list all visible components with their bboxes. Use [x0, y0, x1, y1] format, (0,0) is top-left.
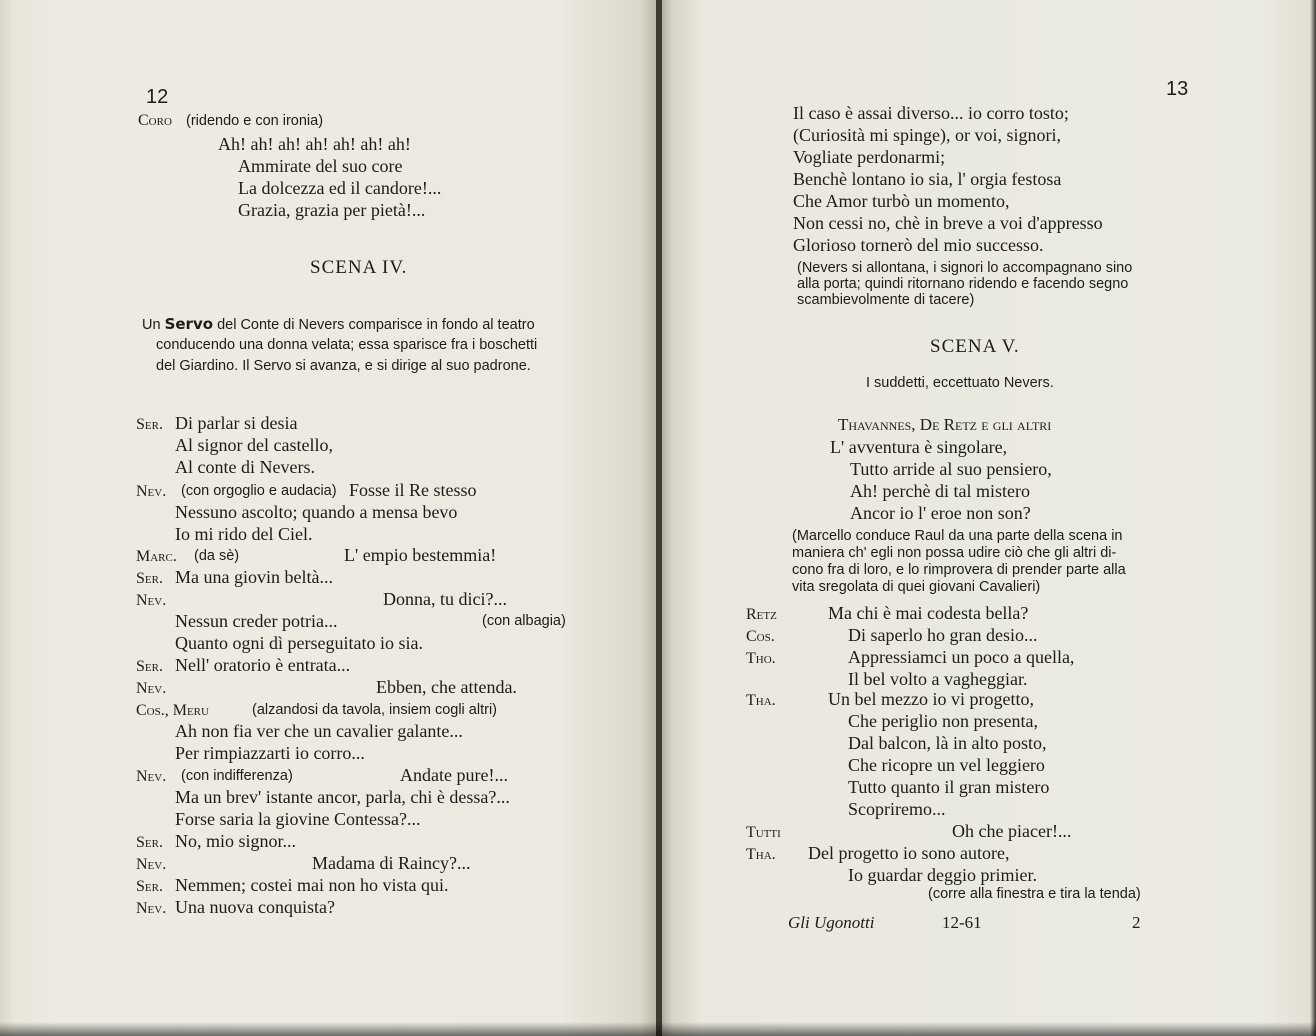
speaker-label: Nev. — [136, 680, 167, 697]
verse-line: Il bel volto a vagheggiar. — [848, 669, 1028, 689]
stage-direction-line: scambievolmente di tacere) — [797, 292, 975, 308]
verse-line: Madama di Raincy?... — [312, 853, 471, 873]
verse-line: La dolcezza ed il candore!... — [238, 178, 442, 198]
stage-direction-line: (Nevers si allontana, i signori lo accompagnano sino — [797, 260, 1133, 276]
verse-line: Del progetto io sono autore, — [808, 843, 1010, 863]
verse-line: Di parlar si desia — [175, 413, 298, 433]
book-gutter — [656, 0, 662, 1036]
speaker-label: Tho. — [746, 650, 776, 667]
footer-title: Gli Ugonotti — [788, 913, 875, 932]
verse-line: Appressiamci un poco a quella, — [848, 647, 1075, 667]
stage-direction-line: (Marcello conduce Raul da una parte della scena in — [792, 528, 1123, 544]
verse-line: L' avventura è singolare, — [830, 437, 1008, 457]
verse-line: Ma chi è mai codesta bella? — [828, 603, 1029, 623]
stage-direction-line: cono fra di loro, e lo rimprovera di prender parte alla — [792, 562, 1126, 578]
stage-direction: (con orgoglio e audacia) — [181, 483, 337, 499]
stage-direction-line: maniera ch' egli non possa udire ciò che gli altri di- — [792, 545, 1117, 561]
speaker-label: Nev. — [136, 856, 167, 873]
verse-line: (Curiosità mi spinge), or voi, signori, — [793, 125, 1061, 145]
speaker-label: Nev. — [136, 900, 167, 917]
page-number: 12 — [146, 86, 169, 108]
verse-line: Tutto arride al suo pensiero, — [850, 459, 1052, 479]
speaker-label: Cos. — [746, 628, 775, 645]
speaker-label: Nev. — [136, 768, 167, 785]
verse-line: Un bel mezzo io vi progetto, — [828, 689, 1034, 709]
speaker-label: Tha. — [746, 846, 776, 863]
verse-line: Che Amor turbò un momento, — [793, 191, 1010, 211]
verse-line: Al signor del castello, — [175, 435, 333, 455]
verse-line: Una nuova conquista? — [175, 897, 335, 917]
bottom-shadow — [0, 1022, 1316, 1036]
speaker-label: Coro — [138, 112, 172, 129]
scene-title: SCENA IV. — [310, 257, 408, 278]
stage-direction-line: alla porta; quindi ritornano ridendo e facendo segno — [797, 276, 1129, 292]
speaker-label: Retz — [746, 606, 777, 623]
verse-line: Ma una giovin beltà... — [175, 567, 333, 587]
verse-line: Quanto ogni dì perseguitato io sia. — [175, 633, 423, 653]
verse-line: Che periglio non presenta, — [848, 711, 1038, 731]
verse-line: Ah! perchè di tal mistero — [850, 481, 1030, 501]
scene-title: SCENA V. — [930, 336, 1020, 357]
verse-line: Andate pure!... — [400, 765, 508, 785]
right-page — [660, 0, 1316, 1036]
stage-direction-text: del Conte di Nevers comparisce in fondo al teatro — [217, 317, 535, 333]
verse-line: Che ricopre un vel leggiero — [848, 755, 1045, 775]
stage-direction-line — [142, 316, 535, 334]
verse-line: Fosse il Re stesso — [349, 480, 477, 500]
speaker-label: Tutti — [746, 824, 781, 841]
verse-line: Grazia, grazia per pietà!... — [238, 200, 426, 220]
verse-line: Io mi rido del Ciel. — [175, 524, 313, 544]
verse-line: Non cessi no, chè in breve a voi d'appresso — [793, 213, 1103, 233]
scene-subtitle: I suddetti, eccettuato Nevers. — [866, 375, 1054, 391]
verse-line: Ah! ah! ah! ah! ah! ah! ah! — [218, 134, 411, 154]
stage-direction-line: vita sregolata di quei giovani Cavalieri) — [792, 579, 1041, 595]
speaker-label: Ser. — [136, 658, 163, 675]
verse-line: Dal balcon, là in alto posto, — [848, 733, 1047, 753]
verse-line: Nessun creder potria... — [175, 611, 338, 631]
verse-line: Oh che piacer!... — [952, 821, 1072, 841]
speaker-label: Nev. — [136, 483, 167, 500]
verse-line: Vogliate perdonarmi; — [793, 147, 946, 167]
stage-direction-line: conducendo una donna velata; essa sparisce fra i boschetti — [156, 337, 538, 353]
verse-line: Scopriremo... — [848, 799, 946, 819]
verse-line: Ma un brev' istante ancor, parla, chi è dessa?... — [175, 787, 510, 807]
signature-mark: 2 — [1132, 913, 1141, 932]
speaker-label: Ser. — [136, 416, 163, 433]
stage-direction: (con albagia) — [482, 613, 566, 629]
speaker-label: Ser. — [136, 834, 163, 851]
stage-direction-prefix: Un — [142, 317, 161, 333]
stage-direction: (alzandosi da tavola, insiem cogli altri) — [252, 702, 497, 718]
speaker-label: Cos., Meru — [136, 702, 209, 719]
stage-direction: (con indifferenza) — [181, 768, 293, 784]
verse-line: Forse saria la giovine Contessa?... — [175, 809, 421, 829]
stage-direction-line: del Giardino. Il Servo si avanza, e si dirige al suo padrone. — [156, 358, 531, 374]
verse-line: Donna, tu dici?... — [383, 589, 507, 609]
verse-line: Nell' oratorio è entrata... — [175, 655, 351, 675]
verse-line: Di saperlo ho gran desio... — [848, 625, 1038, 645]
verse-line: Benchè lontano io sia, l' orgia festosa — [793, 169, 1062, 189]
verse-line: Ah non fia ver che un cavalier galante... — [175, 721, 463, 741]
verse-line: Nemmen; costei mai non ho vista qui. — [175, 875, 449, 895]
verse-line: Nessuno ascolto; quando a mensa bevo — [175, 502, 458, 522]
verse-line: Ebben, che attenda. — [376, 677, 517, 697]
verse-line: Il caso è assai diverso... io corro tosto; — [793, 103, 1069, 123]
verse-line: Ammirate del suo core — [238, 156, 403, 176]
speaker-label: Ser. — [136, 878, 163, 895]
verse-line: Ancor io l' eroe non son? — [850, 503, 1031, 523]
servo-name: Servo — [164, 315, 214, 333]
stage-direction: (corre alla finestra e tira la tenda) — [928, 886, 1141, 902]
speaker-label: Tha. — [746, 692, 776, 709]
verse-line: Al conte di Nevers. — [175, 457, 315, 477]
verse-line: Tutto quanto il gran mistero — [848, 777, 1050, 797]
verse-line: L' empio bestemmia! — [344, 545, 497, 565]
speaker-label: Marc. — [136, 548, 177, 565]
speaker-label: Ser. — [136, 570, 163, 587]
page-number: 13 — [1166, 78, 1189, 100]
verse-line: No, mio signor... — [175, 831, 297, 851]
chorus-heading: Thavannes, De Retz e gli altri — [838, 415, 1052, 434]
verse-line: Io guardar deggio primier. — [848, 865, 1037, 885]
footer-code: 12-61 — [942, 913, 982, 932]
stage-direction: (da sè) — [194, 548, 240, 564]
verse-line: Per rimpiazzarti io corro... — [175, 743, 365, 763]
verse-line: Glorioso tornerò del mio successo. — [793, 235, 1044, 255]
stage-direction: (ridendo e con ironia) — [186, 113, 324, 129]
speaker-label: Nev. — [136, 592, 167, 609]
